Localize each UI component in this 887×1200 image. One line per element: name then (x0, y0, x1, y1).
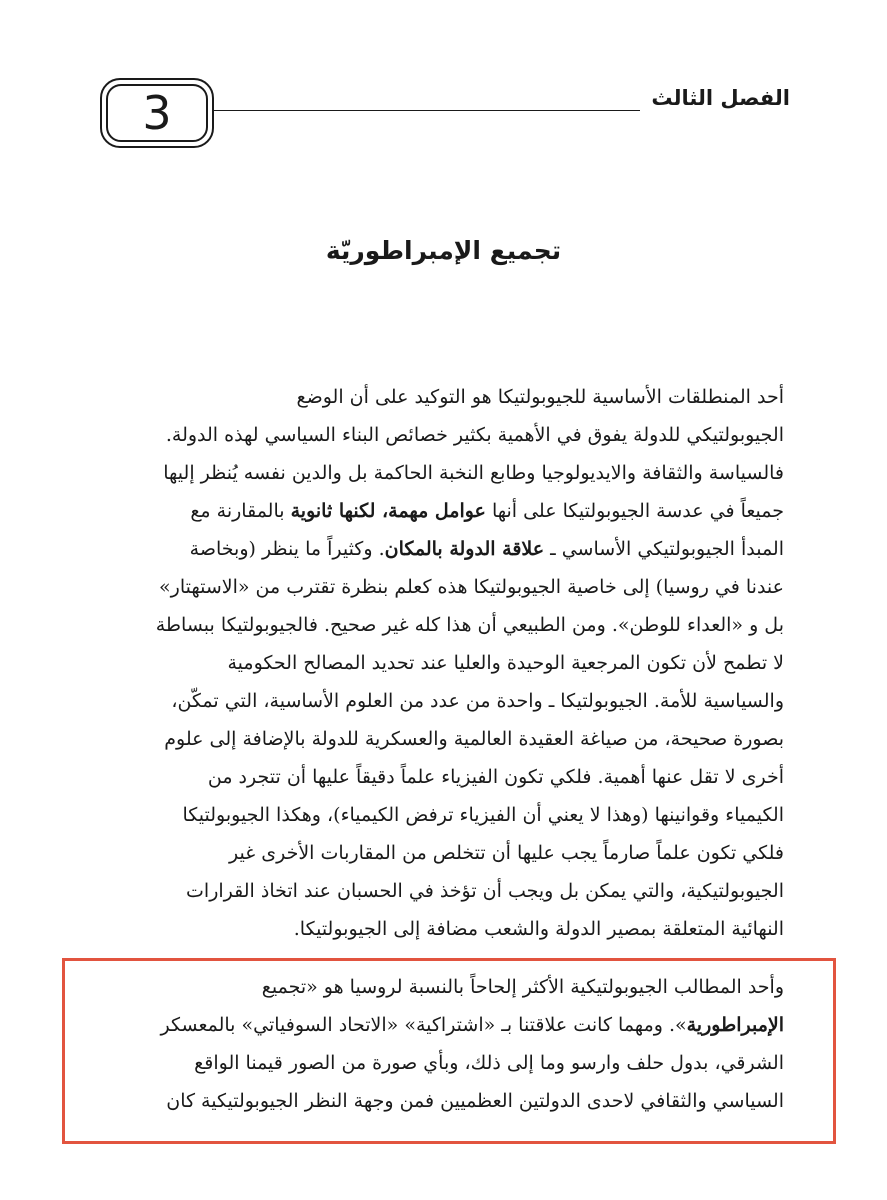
text-line: السياسي والثقافي لاحدى الدولتين العظميين فمن وجهة النظر الجيوبولتيكية كان (166, 1090, 784, 1112)
text-line: الشرقي، بدول حلف وارسو وما إلى ذلك، وبأي صورة من الصور قيمنا الواقع (194, 1052, 784, 1074)
text-line: أحد المنطلقات الأساسية للجيوبولتيكا هو التوكيد على أن الوضع (296, 386, 784, 408)
text-line: الجيوبولتيكية، والتي يمكن بل ويجب أن تؤخذ في الحسبان عند اتخاذ القرارات (186, 880, 784, 902)
text-line: جميعاً في عدسة الجيوبولتيكا على أنها عوامل مهمة، لكنها ثانوية بالمقارنة مع (190, 500, 784, 522)
text-line: أخرى لا تقل عنها أهمية. فلكي تكون الفيزياء علماً دقيقاً عليها أن تتجرد من (207, 766, 784, 788)
chapter-number-badge (100, 78, 214, 148)
text-line: فلكي تكون علماً صارماً يجب عليها أن تتخلص من المقاربات الأخرى غير (229, 842, 784, 864)
text-line: المبدأ الجيوبولتيكي الأساسي ـ علاقة الدولة بالمكان. وكثيراً ما ينظر (وبخاصة (189, 538, 784, 560)
header-rule (214, 110, 640, 111)
chapter-label: الفصل الثالث (651, 86, 790, 110)
bold-phrase: عوامل مهمة، لكنها ثانوية (290, 500, 486, 522)
text-line: وأحد المطالب الجيوبولتيكية الأكثر إلحاحاً بالنسبة لروسيا هو «تجميع (261, 976, 784, 998)
text-line: بصورة صحيحة، من صياغة العقيدة العالمية والعسكرية للدولة بالإضافة إلى علوم (164, 728, 784, 750)
text-line: فالسياسة والثقافة والايديولوجيا وطابع النخبة الحاكمة بل والدين نفسه يُنظر إليها (163, 462, 784, 484)
text-line: بل و «العداء للوطن». ومن الطبيعي أن هذا كله غير صحيح. فالجيوبولتيكا ببساطة (155, 614, 784, 636)
bold-phrase: علاقة الدولة بالمكان (384, 538, 545, 560)
text-line: عندنا في روسيا) إلى خاصية الجيوبولتيكا هذه كعلم بنظرة تقترب من «الاستهتار» (159, 576, 784, 598)
text-line: الجيوبولتيكي للدولة يفوق في الأهمية بكثير خصائص البناء السياسي لهذه الدولة. (165, 424, 784, 446)
bold-phrase: الإمبراطورية (686, 1014, 784, 1036)
text-line: النهائية المتعلقة بمصير الدولة والشعب مضافة إلى الجيوبولتيكا. (293, 918, 784, 940)
text-line: والسياسية للأمة. الجيوبولتيكا ـ واحدة من عدد من العلوم الأساسية، التي تمكّن، (171, 690, 784, 712)
text-line: الكيمياء وقوانينها (وهذا لا يعني أن الفيزياء ترفض الكيمياء)، وهكذا الجيوبولتيكا (182, 804, 784, 826)
text-line: الإمبراطورية». ومهما كانت علاقتنا بـ «اشتراكية» «الاتحاد السوفياتي» بالمعسكر (160, 1014, 784, 1036)
paragraph-1 (104, 378, 784, 948)
page-title: تجميع الإمبراطوريّة (325, 236, 562, 265)
paragraph-2 (104, 968, 784, 1120)
chapter-header (100, 78, 790, 158)
chapter-number: 3 (142, 86, 172, 140)
text-line: لا تطمح لأن تكون المرجعية الوحيدة والعليا عند تحديد المصالح الحكومية (227, 652, 784, 674)
